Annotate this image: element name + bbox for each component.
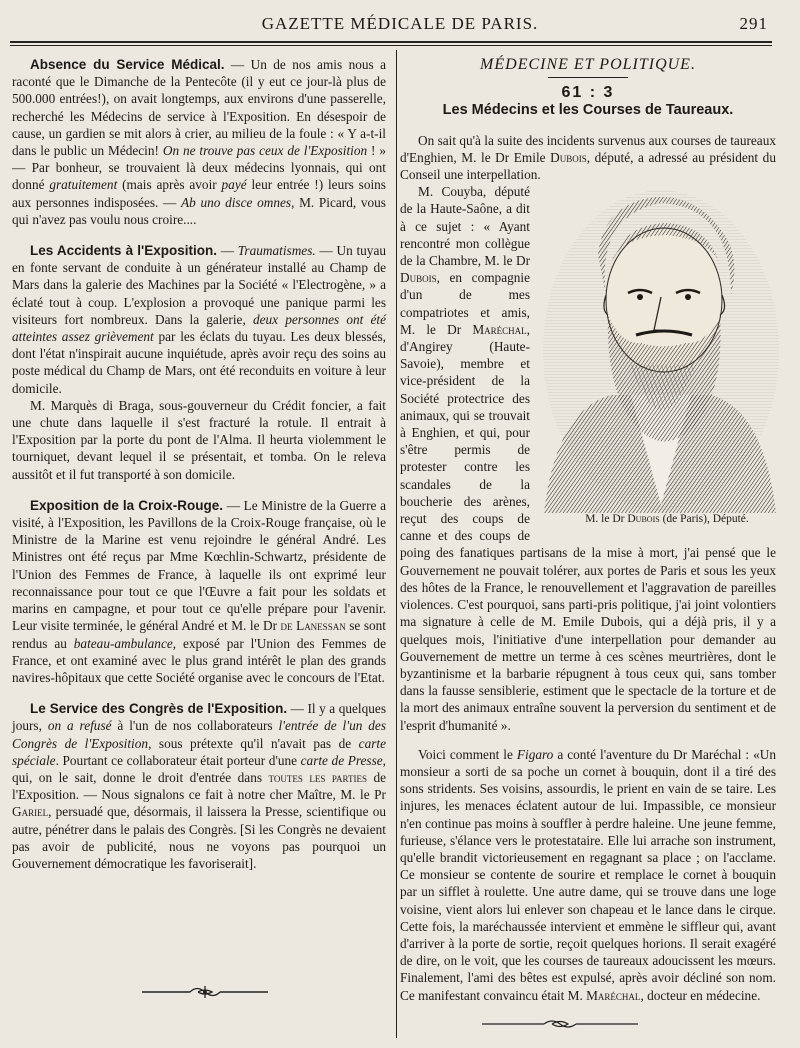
text: , sous prétexte qu'il n'avait pas de xyxy=(148,735,359,751)
article-paragraph xyxy=(400,183,776,734)
text: — Un de nos amis nous a raconté que le Dimanche de la Pentecôte (il y eut ce jour-là plus de 500.000 entrées!), on avait longtemps, aux environs d'une passerelle, recherché les Médecins de service à l'Exposition. En désespoir de cause, un gardien se mit alors à crier, au milieu de la foule : « Y a-t-il dans le public un Médecin! xyxy=(12,57,386,159)
text: , M. Picard, vous qui n'avez pas voulu nous croire.... xyxy=(12,194,386,227)
page-header xyxy=(10,14,790,40)
text: ! » — Par bonheur, se trouvaient là deux médecins lyonnais, qui ont donné xyxy=(12,143,387,193)
portrait-figure xyxy=(536,185,780,535)
journal-title: GAZETTE MÉDICALE DE PARIS. xyxy=(261,14,539,33)
text: à l'un de nos collaborateurs xyxy=(111,718,279,734)
small-caps-text: toutes les parties xyxy=(268,769,367,785)
text: , député, a adressé au président du Conseil une interpellation. xyxy=(400,149,776,183)
article-paragraph xyxy=(400,746,776,1004)
small-caps-name: Dubois xyxy=(627,513,660,526)
text: a conté l'aventure du Dr Maréchal : «Un monsieur a sorti de sa poche un cornet à bouquin, dont il a tiré des sons stridents. Ses voisins, assourdis, le prient en vain de se taire. Les injures, les menaces éclatent autour de lui. Impassible, ce monsieur n'en continue pas moins à souffler à perdre haleine. Une jeune femme, furieuse, s'élance vers le protestataire. Elle lui arrache son instrument, qu'elle brandit victorieusement en regagnant sa place ; on l'acclame. Ce monsieur se contente de sourire et remplace le cornet à bouquin par un sifflet à roulette. Une autre dame, qui se trouve dans une loge voisine, vient alors lui enlever son chapeau et le lance dans le cirque. Cette fois, la maréchaussée intervient et emmène le siffleur qui, avant d'arriver à la porte de sortie, reçoit quelques horions. Il serait exagéré de dire, on le voit, que les courses de taureaux adoucissent les mœurs. Finalement, l'ami des bêtes est expulsé, après avoir décliné son nom. Ce manifestant convaincu était M. xyxy=(400,746,776,1003)
text: Voici comment le xyxy=(418,746,517,762)
italic-text: payé xyxy=(221,177,247,193)
small-caps-name: de Lanessan xyxy=(280,618,346,634)
text: se sont rendus au xyxy=(12,618,386,651)
text: , qui, on le sait, donne le droit d'entrée dans xyxy=(12,752,386,785)
small-caps-name: Maréchal xyxy=(472,321,527,337)
header-rule-thin xyxy=(10,45,772,46)
italic-text: Traumatismes. xyxy=(237,243,316,259)
italic-text: carte spéciale xyxy=(12,735,386,768)
right-column xyxy=(400,56,776,1004)
italic-text: deux personnes ont été atteintes assez grièvement xyxy=(12,311,386,345)
portrait-engraving xyxy=(536,185,780,513)
text: , persuadé que, désormais, il laissera la Presse, scientifique ou autre, pénétrer dans le palais des Congrès. [Si les Congrès ne devaient pas avoir de publicité, nous ne voyons pas pourquoi un Gouvernement démocratique les favoriserait]. xyxy=(12,804,386,871)
italic-text: gratuitement xyxy=(49,177,118,193)
small-caps-name: Maréchal xyxy=(586,987,641,1003)
portrait-caption xyxy=(536,511,780,528)
italic-text: bateau-ambulance xyxy=(73,635,173,651)
article-absence-service-medical xyxy=(12,56,386,228)
italic-text: carte de Presse xyxy=(300,752,383,768)
article-heading: Les Accidents à l'Exposition. xyxy=(30,243,217,259)
text: , exposé par l'Union des Femmes de France, et ont examiné avec le plus grand intérêt le plan des grands navires-hôpitaux que cette Société organise avec le concours de l'Etat. xyxy=(12,635,386,685)
text: par les éclats du tuyau. Les deux blessés, dont l'état n'inspirait aucune inquiétude, après avoir reçu des soins au poste médical du Champ de Mars, ont été reconduits en voiture à leur domicile. xyxy=(12,329,386,396)
small-caps-name: Gariel xyxy=(12,804,49,820)
italic-text: on a refusé xyxy=(47,718,112,734)
short-rule xyxy=(548,77,628,78)
article-accidents-exposition xyxy=(12,242,386,397)
small-caps-name: Dubois xyxy=(400,270,437,286)
italic-text: Ab uno disce omnes xyxy=(181,194,292,210)
text: leur entrée !) leurs soins aux personnes indisposées. — xyxy=(12,177,386,210)
fleuron-ornament xyxy=(140,984,270,1000)
text: M. le Dr xyxy=(585,513,628,526)
article-title: Les Médecins et les Courses de Taureaux. xyxy=(442,102,734,119)
section-rubric: MÉDECINE ET POLITIQUE. xyxy=(480,56,696,73)
italic-text: l'entrée de l'un des Congrès de l'Exposition xyxy=(12,718,386,751)
fleuron-ornament xyxy=(480,1016,640,1032)
vote-score: 61 : 3 xyxy=(561,84,615,102)
article-heading: Exposition de la Croix-Rouge. xyxy=(30,497,224,513)
article-heading: Absence du Service Médical. xyxy=(30,57,225,72)
text: — xyxy=(216,243,238,259)
text: , docteur en médecine. xyxy=(640,987,761,1003)
left-column xyxy=(12,56,386,872)
text: , d'Angirey (Haute-Savoie), membre et vice-président de la Société protectrice des animaux, qui se trouvait à Enghien, et qui, pour s'être permis de protester contre les scandales de la boucherie des arènes, reçut des coups de canne et des coups de poing des fanatiques partisans de la mise à mort, j'ai pensé que le Gouvernement ne pouvait tolérer, aux portes de Paris et sous les yeux des hôtes de la France, le renouvellement et l'aggravation de pareilles violences. C'est pourquoi, sans parti-pris politique, j'ai joint volontiers ma signature à celle de M. Emile Dubois, qui a déjà pris, il y a quelques mois, l'initiative d'une interpellation pour demander au Gouvernement de mettre un terme à ces scènes meurtrières, dont le byzantinisme et la barbarie répugnent à tous ceux qui, sans tomber dans la fausse sensiblerie, estiment que le spectacle de la torture et de la mort des animaux entraîne souvent la perversion du sentiment et de l'esprit d'humanité ». xyxy=(400,321,776,733)
text: On sait qu'à la suite des incidents survenus aux courses de taureaux d'Enghien, M. le Dr Emile xyxy=(400,132,776,165)
small-caps-name: Dubois xyxy=(550,149,587,165)
text: — Un tuyau en fonte servant de conduite à un générateur installé au Champ de Mars dans la galerie des Machines par la Société « l'Electrogène, » a éclaté tout à coup. L'explosion a provoqué une panique parmi les visiteurs fort nombreux. Dans la galerie, xyxy=(12,243,386,327)
page-number: 291 xyxy=(739,14,768,33)
article-paragraph xyxy=(400,132,776,184)
text: (mais après avoir xyxy=(117,177,222,193)
italic-text: Figaro xyxy=(516,746,554,762)
article-croix-rouge xyxy=(12,497,386,686)
article-service-congres xyxy=(12,700,386,872)
text: (de Paris), Député. xyxy=(659,513,749,526)
text: de l'Exposition. — Nous signalons ce fait à notre cher Maître, M. le Pr xyxy=(12,769,387,803)
article-heading: Le Service des Congrès de l'Exposition. xyxy=(30,701,288,717)
text: , en compagnie d'un de mes compatriotes et amis, M. le Dr xyxy=(400,270,530,337)
text: M. Couyba, député de la Haute-Saône, a dit à ce sujet : « Ayant rencontré mon collègue de la Chambre, M. le Dr xyxy=(400,184,530,269)
text: — Le Ministre de la Guerre a visité, à l'Exposition, les Pavillons de la Croix-Rouge française, où le Ministre de la Marine est venu rejoindre le général André. Les Ministres ont été reçus par Mme Kœchlin-Schwartz, présidente de l'Union des Femmes de France, à laquelle ils ont exprimé leur reconnaissance pour tout ce que l'Œuvre a fait pour les soldats et marins en campagne, et pour tout ce qu'elle prépare pour l'avenir. Leur visite terminée, le général André et M. le Dr xyxy=(12,497,386,634)
article-paragraph: M. Marquès di Braga, sous-gouverneur du Crédit foncier, a fait une chute dans laquelle il s'est fracturé la rotule. Il entrait à l'Exposition par la porte du pont de l'Alma. Il heurta violemment le tourniquet, devant lequel il se présentait, et tomba. On le releva aussitôt et il fut transporté à son domicile. xyxy=(12,397,386,482)
text: — Il y a quelques jours, xyxy=(12,701,386,734)
italic-text: On ne trouve pas ceux de l'Exposition xyxy=(162,143,368,159)
column-divider xyxy=(396,50,397,1038)
header-rule-thick xyxy=(10,41,772,43)
text: . Pourtant ce collaborateur était porteur d'une xyxy=(55,752,301,768)
